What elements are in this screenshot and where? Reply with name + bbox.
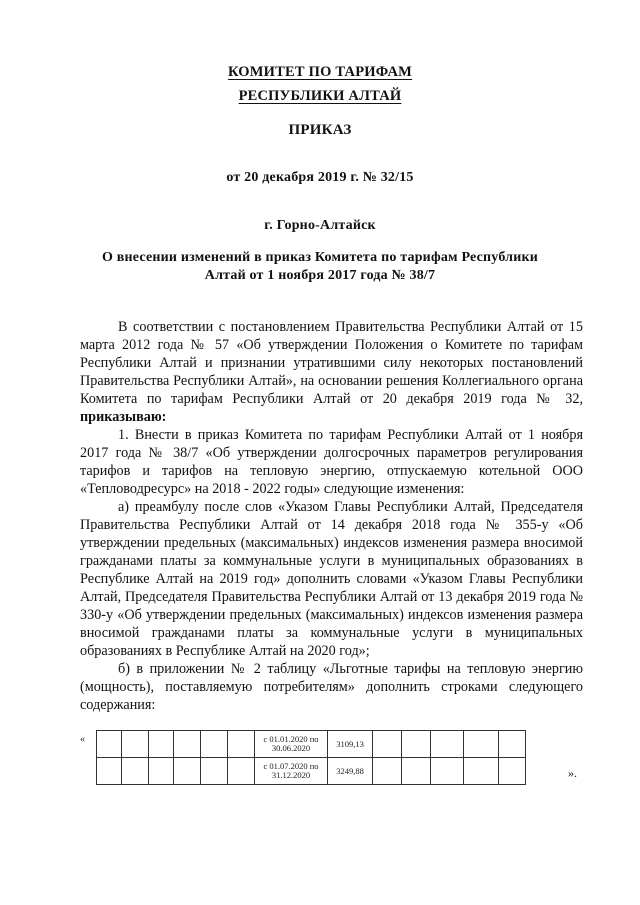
item-a-paragraph: а) преамбулу после слов «Указом Главы Республики Алтай, Председателя Правительства Республики Алтай от 14 декабря 2018 года № 355-у «Об утверждении предельных (максимальных) индексов изменения размера вносимой гражданами платы за коммунальные услуги в муниципальных образованиях в Республике Алтай на 2019 год» дополнить словами «Указом Главы Республики Алтай, Председателя Правительства Республики Алтай от 13 декабря 2019 года № 330-у «Об утверждении предельных (максимальных) индексов изменения размера вносимой гражданами платы за коммунальные услуги в муниципальных образованиях в Республике Алтай на 2020 год»;: [80, 499, 583, 659]
inserted-tariff-table: [96, 730, 526, 785]
committee-name-line1: КОМИТЕТ ПО ТАРИФАМ: [227, 64, 413, 80]
tariff-cell: 3249,88: [328, 758, 373, 785]
city-name: г. Горно-Алтайск: [264, 218, 376, 233]
table-close-quote: ».: [568, 766, 577, 780]
order-body: [80, 318, 583, 714]
committee-name-line2: РЕСПУБЛИКИ АЛТАЙ: [238, 88, 402, 104]
tariff-cell: 3109,13: [328, 731, 373, 758]
item-b-paragraph: б) в приложении № 2 таблицу «Льготные тарифы на тепловую энергию (мощность), поставляемую потребителям» дополнить строками следующего содержания:: [80, 661, 583, 713]
table-open-quote: «: [80, 734, 85, 745]
document-type: ПРИКАЗ: [288, 122, 352, 138]
table-row: [97, 731, 526, 758]
period-cell: с 01.01.2020 по 30.06.2020: [255, 731, 328, 758]
order-keyword: приказываю:: [80, 409, 167, 425]
table-row: [97, 758, 526, 785]
order-date-number: от 20 декабря 2019 г. № 32/15: [226, 170, 414, 185]
period-cell: с 01.07.2020 по 31.12.2020: [255, 758, 328, 785]
order-subject-line2: Алтай от 1 ноября 2017 года № 38/7: [204, 268, 436, 283]
order-subject-line1: О внесении изменений в приказ Комитета по тарифам Республики: [101, 250, 539, 265]
item-1-paragraph: 1. Внести в приказ Комитета по тарифам Республики Алтай от 1 ноября 2017 года № 38/7 «Об утверждении долгосрочных параметров регулирования тарифов и тарифов на тепловую энергию, отпускаемую котельной ООО «Тепловодресурс» на 2018 - 2022 годы» следующие изменения:: [80, 427, 583, 497]
preamble-paragraph: [80, 318, 583, 426]
preamble-text: В соответствии с постановлением Правительства Республики Алтай от 15 марта 2012 года № 57 «Об утверждении Положения о Комитете по тарифам Республики Алтай и признании утратившими силу некоторых постановлений Правительства Республики Алтай», на основании решения Коллегиального органа Комитета по тарифам Республики Алтай от 20 декабря 2019 года № 32,: [80, 319, 583, 407]
